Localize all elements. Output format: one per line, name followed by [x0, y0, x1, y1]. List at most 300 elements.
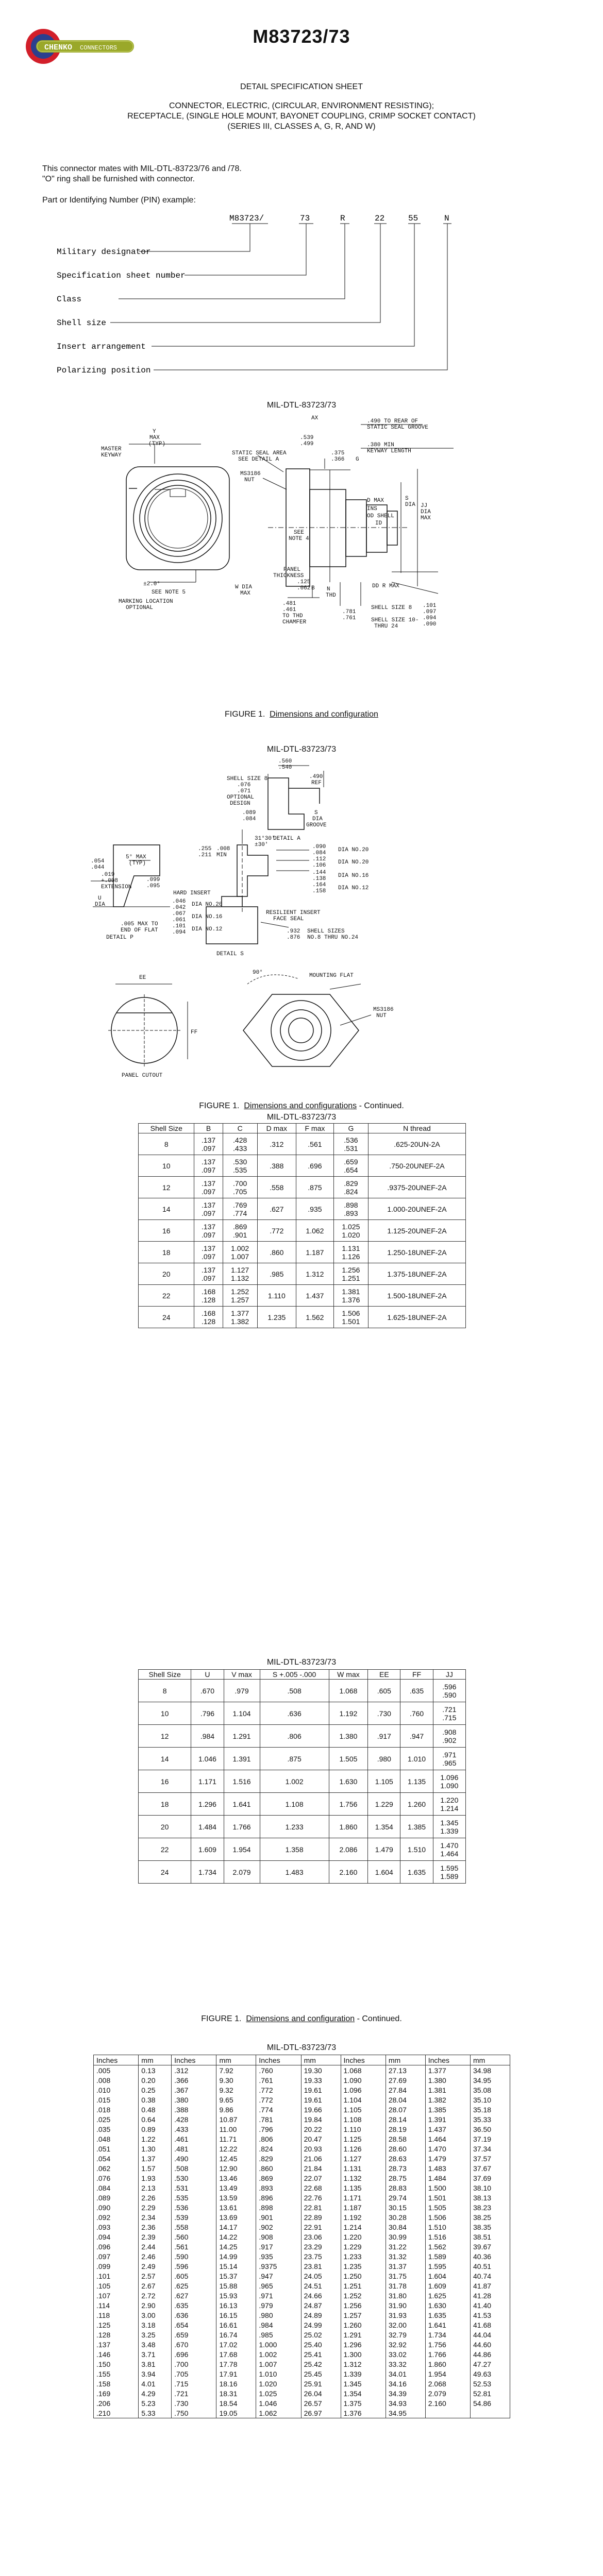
- table-cell: 25.41: [301, 2349, 341, 2359]
- table-cell: 1.296: [341, 2340, 386, 2349]
- table-cell: .730: [368, 1702, 400, 1725]
- table-cell: .980: [368, 1748, 400, 1770]
- table-cell: 2.160: [329, 1861, 367, 1884]
- table-cell: 21.06: [301, 2154, 341, 2163]
- table-cell: 37.67: [471, 2163, 510, 2173]
- table-cell: .979: [256, 2300, 301, 2310]
- svg-text:(TYP): (TYP): [148, 441, 166, 447]
- description-line: RECEPTACLE, (SINGLE HOLE MOUNT, BAYONET COUPLING, CRIMP SOCKET CONTACT): [127, 112, 476, 121]
- table-cell: 54.86: [471, 2398, 510, 2408]
- mates-note-line: "O" ring shall be furnished with connector.: [42, 175, 195, 183]
- table-cell: 2.068: [425, 2379, 470, 2388]
- table-cell: 1.046: [191, 1748, 224, 1770]
- table-header: U: [191, 1670, 224, 1680]
- table-header: Inches: [172, 2055, 216, 2065]
- table-row: [139, 1702, 466, 1725]
- table-cell: 1.010: [256, 2369, 301, 2379]
- pin-diagram: [0, 206, 603, 375]
- pin-part-insert: 55: [408, 214, 418, 223]
- svg-text:.560: .560: [278, 758, 292, 765]
- table-cell: 18.31: [216, 2388, 256, 2398]
- table-cell: 1.131: [341, 2163, 386, 2173]
- mates-note-line: This connector mates with MIL-DTL-83723/76 and /78.: [42, 164, 242, 173]
- table-cell: 1.260: [400, 1793, 433, 1816]
- table-cell: .984: [256, 2320, 301, 2330]
- table-cell: 40.36: [471, 2251, 510, 2261]
- svg-text:END OF FLAT: END OF FLAT: [121, 927, 158, 934]
- spec-header: MIL-DTL-83723/73: [266, 1113, 337, 1122]
- table-cell: .076: [94, 2173, 139, 2183]
- svg-text:.097: .097: [423, 609, 437, 615]
- table-cell: 17.02: [216, 2340, 256, 2349]
- table-cell: .947: [400, 1725, 433, 1748]
- table-cell: 2.67: [139, 2281, 172, 2291]
- svg-text:MASTER: MASTER: [101, 446, 122, 452]
- spec-header: MIL-DTL-83723/73: [266, 1658, 337, 1667]
- table-cell: 1.382: [425, 2095, 470, 2105]
- table-cell: 1.171: [341, 2193, 386, 2202]
- table-cell: 12.22: [216, 2144, 256, 2154]
- table-row: [94, 2291, 510, 2300]
- table-cell: 1.630: [425, 2300, 470, 2310]
- table-cell: 0.48: [139, 2105, 172, 2114]
- table-header: Inches: [341, 2055, 386, 2065]
- table-cell: 1.860: [329, 1816, 367, 1838]
- table-cell: 19.30: [301, 2065, 341, 2076]
- table-cell: 1.000: [256, 2340, 301, 2349]
- table-cell: .428 .433: [223, 1133, 257, 1155]
- table-cell: 11.71: [216, 2134, 256, 2144]
- svg-text:STATIC SEAL AREA: STATIC SEAL AREA: [232, 450, 287, 456]
- svg-text:.781: .781: [342, 609, 356, 615]
- table-row: [94, 2183, 510, 2193]
- table-cell: 28.83: [386, 2183, 425, 2193]
- table-cell: .869 .901: [223, 1220, 257, 1242]
- table-cell: 16: [139, 1770, 191, 1793]
- table-cell: 34.16: [386, 2379, 425, 2388]
- table-cell: .092: [94, 2212, 139, 2222]
- table-cell: 16.13: [216, 2300, 256, 2310]
- table-cell: 1.377 1.382: [223, 1307, 257, 1328]
- table-cell: .760: [400, 1702, 433, 1725]
- table-cell: 1.131 1.126: [333, 1242, 368, 1263]
- svg-text:.071: .071: [237, 788, 251, 794]
- table-cell: .054: [94, 2154, 139, 2163]
- svg-text:OPTIONAL: OPTIONAL: [227, 794, 254, 801]
- table-cell: 2.44: [139, 2242, 172, 2251]
- table-cell: .096: [94, 2242, 139, 2251]
- table-cell: 2.39: [139, 2232, 172, 2242]
- table-cell: 28.07: [386, 2105, 425, 2114]
- table-row: [94, 2154, 510, 2163]
- table-cell: .118: [94, 2310, 139, 2320]
- table-cell: .965: [256, 2281, 301, 2291]
- table-cell: .388: [172, 2105, 216, 2114]
- table-cell: 4.29: [139, 2388, 172, 2398]
- table-cell: 1.470 1.464: [433, 1838, 465, 1861]
- svg-text:DESIGN: DESIGN: [230, 801, 250, 807]
- table-header: S +.005 -.000: [260, 1670, 329, 1680]
- table-cell: .984: [191, 1725, 224, 1748]
- table-cell: 28.19: [386, 2124, 425, 2134]
- table-cell: 1.734: [425, 2330, 470, 2340]
- table-cell: .985: [256, 2330, 301, 2340]
- svg-text:.499: .499: [300, 441, 314, 447]
- table-cell: .137 .097: [194, 1177, 223, 1198]
- table-cell: .893: [256, 2183, 301, 2193]
- table-cell: .561: [296, 1133, 333, 1155]
- table-cell: 1.110: [257, 1285, 296, 1307]
- svg-text:SEE: SEE: [294, 530, 304, 536]
- table-cell: .796: [191, 1702, 224, 1725]
- table-cell: .558: [257, 1177, 296, 1198]
- table-cell: .206: [94, 2398, 139, 2408]
- table-cell: .508: [260, 1680, 329, 1702]
- table-cell: 1.562: [296, 1307, 333, 1328]
- table-cell: 13.69: [216, 2212, 256, 2222]
- table-cell: 24.87: [301, 2300, 341, 2310]
- table-cell: 1.104: [341, 2095, 386, 2105]
- table-cell: 35.08: [471, 2085, 510, 2095]
- table-cell: .560: [172, 2232, 216, 2242]
- table-cell: 31.80: [386, 2291, 425, 2300]
- table-cell: 27.84: [386, 2085, 425, 2095]
- table-cell: 1.025 1.020: [333, 1220, 368, 1242]
- description-line: CONNECTOR, ELECTRIC, (CIRCULAR, ENVIRONMENT RESISTING);: [169, 101, 434, 110]
- svg-text:EXTENSION: EXTENSION: [101, 884, 132, 890]
- table-header: F max: [296, 1124, 333, 1133]
- table-cell: 30.84: [386, 2222, 425, 2232]
- table-cell: 1.260: [341, 2320, 386, 2330]
- table-cell: 1.609: [425, 2281, 470, 2291]
- table-cell: 1.108: [260, 1793, 329, 1816]
- table-row: [139, 1307, 466, 1328]
- table-cell: 24: [139, 1307, 194, 1328]
- table-cell: 1.391: [224, 1748, 260, 1770]
- table-cell: 2.079: [425, 2388, 470, 2398]
- table-row: [94, 2173, 510, 2183]
- table-cell: 1.002: [260, 1770, 329, 1793]
- table-cell: .210: [94, 2408, 139, 2418]
- svg-text:.099: .099: [146, 877, 160, 883]
- table-cell: 1.500: [425, 2183, 470, 2193]
- table-cell: 1.766: [224, 1816, 260, 1838]
- svg-text:.101: .101: [172, 923, 186, 929]
- table-cell: 0.20: [139, 2075, 172, 2085]
- table-cell: .155: [94, 2369, 139, 2379]
- table-header: FF: [400, 1670, 433, 1680]
- table-cell: 1.105: [368, 1770, 400, 1793]
- table-cell: .721: [172, 2388, 216, 2398]
- table-cell: 1.385: [425, 2105, 470, 2114]
- pin-label-insert: Insert arrangement: [57, 342, 146, 351]
- table-cell: 7.92: [216, 2065, 256, 2076]
- table-cell: .084: [94, 2183, 139, 2193]
- svg-text:JJ: JJ: [421, 503, 428, 509]
- spec-header: MIL-DTL-83723/73: [266, 2043, 337, 2052]
- table-row: [139, 1816, 466, 1838]
- table-cell: 1.483: [425, 2163, 470, 2173]
- table-row: [139, 1838, 466, 1861]
- table-cell: 28.75: [386, 2173, 425, 2183]
- table-cell: 31.22: [386, 2242, 425, 2251]
- table-header: B: [194, 1124, 223, 1133]
- table-cell: .700: [172, 2359, 216, 2369]
- table-cell: 20.47: [301, 2134, 341, 2144]
- table-cell: 22.07: [301, 2173, 341, 2183]
- table-cell: 12: [139, 1725, 191, 1748]
- svg-text:.076: .076: [237, 782, 251, 788]
- table-header: mm: [301, 2055, 341, 2065]
- table-cell: 41.40: [471, 2300, 510, 2310]
- table-cell: .625-20UN-2A: [368, 1133, 465, 1155]
- table-cell: 27.13: [386, 2065, 425, 2076]
- svg-text:SHELL SIZE 8: SHELL SIZE 8: [227, 776, 268, 782]
- table-cell: 1.470: [425, 2144, 470, 2154]
- table-cell: 1.954: [425, 2369, 470, 2379]
- table-cell: 19.66: [301, 2105, 341, 2114]
- table-cell: 41.28: [471, 2291, 510, 2300]
- table-cell: .902: [256, 2222, 301, 2232]
- table-cell: 1.756: [329, 1793, 367, 1816]
- svg-text:DETAIL P: DETAIL P: [106, 935, 133, 941]
- table-cell: .008: [94, 2075, 139, 2085]
- table-cell: 18: [139, 1242, 194, 1263]
- table-cell: 17.68: [216, 2349, 256, 2359]
- table-cell: 1.57: [139, 2163, 172, 2173]
- table-cell: 1.506: [425, 2212, 470, 2222]
- table-header: Shell Size: [139, 1670, 191, 1680]
- table-cell: 16.61: [216, 2320, 256, 2330]
- svg-text:.089: .089: [242, 810, 256, 816]
- table-cell: .829 .824: [333, 1177, 368, 1198]
- table-cell: 10: [139, 1155, 194, 1177]
- table-cell: .005: [94, 2065, 139, 2076]
- figure1-caption-cont2: FIGURE 1. Dimensions and configuration - Continued.: [201, 2014, 402, 2023]
- svg-text:.211: .211: [198, 852, 212, 858]
- table-cell: 24.05: [301, 2271, 341, 2281]
- table-cell: 1.375: [341, 2398, 386, 2408]
- table-header: Shell Size: [139, 1124, 194, 1133]
- table-cell: 8: [139, 1680, 191, 1702]
- table-cell: 1.635: [425, 2310, 470, 2320]
- table-cell: .635: [400, 1680, 433, 1702]
- table-cell: 24.89: [301, 2310, 341, 2320]
- table-row: [139, 1770, 466, 1793]
- table-cell: .985: [257, 1263, 296, 1285]
- table-cell: 13.46: [216, 2173, 256, 2183]
- table-cell: 34.98: [471, 2065, 510, 2076]
- table-header: EE: [368, 1670, 400, 1680]
- table-cell: .947: [256, 2271, 301, 2281]
- table-cell: .774: [256, 2105, 301, 2114]
- table-cell: 1.385: [400, 1816, 433, 1838]
- table-cell: .137 .097: [194, 1198, 223, 1220]
- table-cell: 2.079: [224, 1861, 260, 1884]
- table-cell: 1.257: [341, 2310, 386, 2320]
- table-row: [94, 2193, 510, 2202]
- table-cell: .433: [172, 2124, 216, 2134]
- svg-text:SEE DETAIL A: SEE DETAIL A: [238, 456, 279, 463]
- table-cell: 52.53: [471, 2379, 510, 2388]
- table-cell: .901: [256, 2212, 301, 2222]
- table-cell: 1.510: [425, 2222, 470, 2232]
- table-cell: 37.34: [471, 2144, 510, 2154]
- svg-text:D MAX: D MAX: [367, 498, 384, 504]
- table-cell: 41.87: [471, 2281, 510, 2291]
- table-cell: 3.81: [139, 2359, 172, 2369]
- svg-text:.095: .095: [146, 883, 160, 889]
- table-cell: 2.36: [139, 2222, 172, 2232]
- table-cell: .062: [94, 2163, 139, 2173]
- table-cell: 15.93: [216, 2291, 256, 2300]
- table-header: N thread: [368, 1124, 465, 1133]
- svg-text:DIA NO.20: DIA NO.20: [338, 847, 369, 853]
- svg-text:NUT: NUT: [376, 1013, 387, 1019]
- svg-text:MAX: MAX: [421, 515, 431, 521]
- table-cell: .979: [224, 1680, 260, 1702]
- table-cell: 20.22: [301, 2124, 341, 2134]
- table-cell: .128: [94, 2330, 139, 2340]
- table-cell: 18.16: [216, 2379, 256, 2388]
- table-row: [94, 2114, 510, 2124]
- table-cell: 1.501: [425, 2193, 470, 2202]
- table-cell: .772: [257, 1220, 296, 1242]
- svg-text:.490 TO REAR OF: .490 TO REAR OF: [367, 418, 418, 425]
- table-cell: .596: [172, 2261, 216, 2271]
- table-cell: 1.220: [341, 2232, 386, 2242]
- svg-text:AX: AX: [311, 415, 319, 421]
- table-cell: 22.91: [301, 2222, 341, 2232]
- table-cell: 0.64: [139, 2114, 172, 2124]
- table-cell: [425, 2408, 470, 2418]
- table-cell: 35.18: [471, 2105, 510, 2114]
- table-cell: .018: [94, 2105, 139, 2114]
- svg-text:INS: INS: [367, 506, 377, 512]
- svg-text:+.008: +.008: [101, 878, 119, 884]
- table-cell: 1.312: [341, 2359, 386, 2369]
- table-cell: 28.14: [386, 2114, 425, 2124]
- table-row: [94, 2065, 510, 2076]
- svg-text:RESILIENT INSERT: RESILIENT INSERT: [266, 910, 321, 916]
- svg-text:.084: .084: [242, 816, 256, 822]
- table-cell: 24: [139, 1861, 191, 1884]
- table-cell: 38.51: [471, 2232, 510, 2242]
- svg-text:G: G: [356, 456, 359, 463]
- table-cell: 38.10: [471, 2183, 510, 2193]
- table-cell: 1.125-20UNEF-2A: [368, 1220, 465, 1242]
- table-cell: 3.00: [139, 2310, 172, 2320]
- svg-text:MARKING LOCATION: MARKING LOCATION: [119, 599, 173, 605]
- table-cell: .090: [94, 2202, 139, 2212]
- page-subtitle: DETAIL SPECIFICATION SHEET: [240, 82, 363, 91]
- table-row: [94, 2163, 510, 2173]
- svg-text:MS3186: MS3186: [373, 1007, 394, 1013]
- table-row: [94, 2281, 510, 2291]
- table-cell: 26.97: [301, 2408, 341, 2418]
- table-cell: 1.062: [256, 2408, 301, 2418]
- table-cell: 12.45: [216, 2154, 256, 2163]
- table-cell: .9375: [256, 2261, 301, 2271]
- table-cell: 1.251: [341, 2281, 386, 2291]
- svg-text:REF: REF: [311, 780, 322, 786]
- table-cell: 14.99: [216, 2251, 256, 2261]
- table-cell: 16.74: [216, 2330, 256, 2340]
- svg-text:.255: .255: [198, 846, 212, 852]
- table-cell: 20: [139, 1816, 191, 1838]
- table-cell: 1.562: [425, 2242, 470, 2251]
- table-cell: 0.38: [139, 2095, 172, 2105]
- table-cell: 41.68: [471, 2320, 510, 2330]
- table-cell: 1.375-18UNEF-2A: [368, 1263, 465, 1285]
- table-cell: .168 .128: [194, 1307, 223, 1328]
- table-cell: 1.127: [341, 2154, 386, 2163]
- table-cell: 1.604: [425, 2271, 470, 2281]
- table-cell: .535: [172, 2193, 216, 2202]
- svg-text:OD SHELL: OD SHELL: [367, 513, 394, 519]
- pin-label-military: Military designator: [57, 247, 151, 257]
- svg-text:N: N: [327, 586, 330, 592]
- table-cell: 35.33: [471, 2114, 510, 2124]
- table-cell: 30.15: [386, 2202, 425, 2212]
- table-cell: 35.10: [471, 2095, 510, 2105]
- table-cell: 31.75: [386, 2271, 425, 2281]
- table-cell: 33.02: [386, 2349, 425, 2359]
- table-cell: 1.641: [224, 1793, 260, 1816]
- table-cell: .107: [94, 2291, 139, 2300]
- table-cell: 1.135: [341, 2183, 386, 2193]
- table-row: [94, 2388, 510, 2398]
- table-cell: 21.84: [301, 2163, 341, 2173]
- table-cell: 3.18: [139, 2320, 172, 2330]
- table-cell: 10.87: [216, 2114, 256, 2124]
- pin-part-class: R: [340, 214, 345, 223]
- table-cell: .869: [256, 2173, 301, 2183]
- svg-text:.090: .090: [312, 844, 326, 850]
- svg-text:.094: .094: [423, 615, 437, 621]
- table-header: mm: [139, 2055, 172, 2065]
- table-cell: .636: [260, 1702, 329, 1725]
- page-title: M83723/73: [253, 26, 350, 47]
- table-cell: 9.86: [216, 2105, 256, 2114]
- logo-brand: CHENKO: [44, 43, 73, 52]
- table-cell: .761: [256, 2075, 301, 2085]
- mates-note: [42, 164, 506, 184]
- table-cell: .721 .715: [433, 1702, 465, 1725]
- table-cell: 1.625-18UNEF-2A: [368, 1307, 465, 1328]
- table-cell: 31.32: [386, 2251, 425, 2261]
- svg-text:STATIC SEAL GROOVE: STATIC SEAL GROOVE: [367, 425, 428, 431]
- svg-text:.539: .539: [300, 435, 314, 441]
- table-cell: 30.28: [386, 2212, 425, 2222]
- table-cell: .048: [94, 2134, 139, 2144]
- table-row: [94, 2085, 510, 2095]
- svg-text:THICKNESS: THICKNESS: [273, 573, 304, 579]
- table-cell: 1.250: [341, 2271, 386, 2281]
- table-cell: 1.252: [341, 2291, 386, 2300]
- table-cell: .146: [94, 2349, 139, 2359]
- table-cell: .530 .535: [223, 1155, 257, 1177]
- svg-text:DIA: DIA: [421, 509, 431, 515]
- table-cell: .896: [256, 2193, 301, 2202]
- table-cell: 1.068: [341, 2065, 386, 2076]
- table-cell: .168 .128: [194, 1285, 223, 1307]
- table-cell: .481: [172, 2144, 216, 2154]
- table-cell: 1.250-18UNEF-2A: [368, 1242, 465, 1263]
- table-cell: 2.49: [139, 2261, 172, 2271]
- table-cell: 18: [139, 1793, 191, 1816]
- table-cell: 2.26: [139, 2193, 172, 2202]
